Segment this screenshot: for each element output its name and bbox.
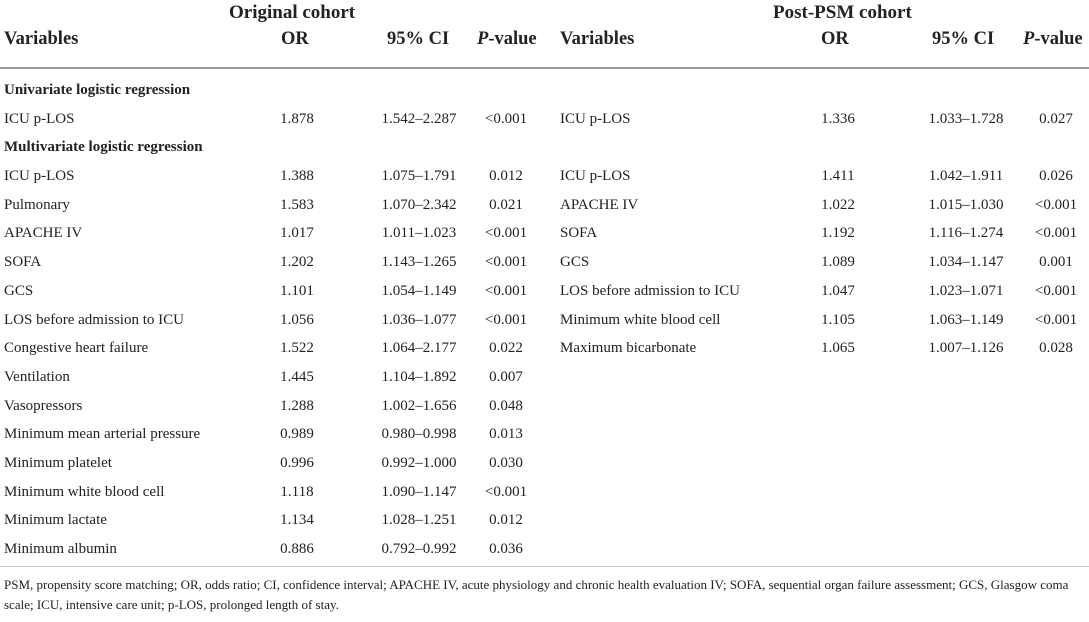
footer-rule [0,566,1089,567]
post-or-cell: 1.047 [821,282,855,299]
post-pvalue-cell: <0.001 [1034,282,1078,299]
original-or-cell: 0.996 [280,455,314,471]
original-or-cell: 1.017 [280,225,314,242]
post-or-cell: 1.065 [821,340,855,357]
post-pvalue-cell: 0.026 [1039,168,1073,184]
original-pvalue-cell: 0.012 [489,168,523,184]
post-variable-cell: GCS [560,254,590,271]
original-ci-cell: 1.054–1.149 [381,282,457,299]
original-pvalue-cell: 0.030 [489,455,523,471]
original-pvalue-cell: 0.007 [489,368,523,385]
post-or-cell: 1.089 [821,254,855,271]
original-ci-cell: 0.992–1.000 [381,455,457,471]
section-multivariate: Multivariate logistic regression [4,139,203,155]
post-pvalue-cell: <0.001 [1034,311,1078,328]
original-or-cell: 1.522 [280,340,314,357]
post-ci-cell: 1.007–1.126 [928,340,1004,357]
original-variable-cell: Minimum platelet [4,455,112,471]
post-variable-cell: SOFA [560,225,598,242]
header-or-original: OR [281,29,309,49]
post-pvalue-cell: <0.001 [1034,196,1078,213]
original-pvalue-cell: <0.001 [484,282,528,299]
original-variable-cell: ICU p-LOS [4,168,75,184]
original-or-cell: 0.989 [280,426,314,443]
post-pvalue-cell: <0.001 [1034,225,1078,242]
original-or-cell: 1.101 [280,282,314,299]
original-ci-cell: 1.064–2.177 [381,340,457,357]
original-ci-cell: 1.070–2.342 [381,196,457,213]
post-or-cell: 1.411 [821,168,855,184]
original-pvalue-cell: <0.001 [484,483,528,500]
post-ci-cell: 1.023–1.071 [928,282,1004,299]
header-ci-post: 95% CI [932,29,995,49]
original-or-cell: 1.583 [280,196,314,213]
original-variable-cell: Minimum lactate [4,512,107,529]
original-variable-cell: Minimum albumin [4,541,117,558]
post-variable-cell: LOS before admission to ICU [560,282,740,299]
original-ci-cell: 0.980–0.998 [381,426,457,443]
original-ci-cell: 1.036–1.077 [381,311,457,328]
header-variables-original: Variables [4,29,79,49]
original-ci-cell: 1.028–1.251 [381,512,457,529]
original-variable-cell: SOFA [4,254,42,271]
original-variable-cell: LOS before admission to ICU [4,311,184,328]
original-or-cell: 1.288 [280,397,314,414]
original-pvalue-cell: 0.036 [489,541,523,558]
original-variable-cell: Minimum mean arterial pressure [4,426,201,443]
table-footnote: PSM, propensity score matching; OR, odds ratio; CI, confidence interval; APACHE IV, acute physiology and chronic health evaluation IV; SOFA, sequential organ failure assessment; GCS, Glasgow coma scale; ICU, intensive care unit; p-LOS, prolonged length of stay. [4,577,1069,612]
original-pvalue-cell: 0.021 [489,196,523,213]
original-variable-cell: Congestive heart failure [4,340,149,357]
post-ci-cell: 1.015–1.030 [928,196,1004,213]
original-pvalue-cell: <0.001 [484,311,528,328]
post-variable-cell: ICU p-LOS [560,111,631,127]
original-or-cell: 0.886 [280,541,314,558]
post-pvalue-cell: 0.027 [1039,111,1073,127]
original-ci-cell: 1.090–1.147 [381,483,457,500]
original-or-cell: 1.202 [280,254,314,271]
original-ci-cell: 0.792–0.992 [381,541,457,558]
original-ci-cell: 1.075–1.791 [381,168,457,184]
original-variable-cell: Ventilation [4,368,70,385]
post-psm-cohort-title: Post-PSM cohort [773,2,912,23]
post-variable-cell: Maximum bicarbonate [560,340,697,357]
original-cohort-title: Original cohort [229,2,356,23]
post-pvalue-cell: 0.001 [1039,254,1073,271]
original-pvalue-cell: 0.048 [489,397,523,414]
post-ci-cell: 1.063–1.149 [928,311,1004,328]
original-ci-cell: 1.143–1.265 [381,254,457,271]
original-pvalue-cell: 0.022 [489,340,523,357]
original-variable-cell: GCS [4,282,34,299]
header-variables-post: Variables [560,29,635,49]
post-ci-cell: 1.042–1.911 [928,168,1004,184]
original-pvalue-cell: <0.001 [484,254,528,271]
original-ci-cell: 1.104–1.892 [381,368,457,385]
original-ci-cell: 1.011–1.023 [381,225,457,242]
original-variable-cell: Vasopressors [4,397,83,414]
post-variable-cell: Minimum white blood cell [560,311,721,328]
original-or-cell: 1.878 [280,111,314,127]
original-ci-cell: 1.542–2.287 [381,111,457,127]
original-or-cell: 1.388 [280,168,314,184]
original-pvalue-cell: 0.012 [489,512,523,529]
section-univariate: Univariate logistic regression [4,82,191,98]
original-or-cell: 1.118 [280,483,314,500]
header-ci-original: 95% CI [387,29,450,49]
original-pvalue-cell: 0.013 [489,426,523,443]
original-variable-cell: ICU p-LOS [4,111,75,127]
original-variable-cell: APACHE IV [4,225,83,242]
post-or-cell: 1.022 [821,196,855,213]
original-or-cell: 1.445 [280,368,314,385]
original-variable-cell: Pulmonary [4,196,70,213]
header-pvalue-original: P-value [477,29,537,49]
original-or-cell: 1.056 [280,311,314,328]
original-pvalue-cell: <0.001 [484,111,528,127]
post-or-cell: 1.192 [821,225,855,242]
post-ci-cell: 1.116–1.274 [928,225,1004,242]
post-variable-cell: ICU p-LOS [560,168,631,184]
header-or-post: OR [821,29,849,49]
post-or-cell: 1.105 [821,311,855,328]
post-ci-cell: 1.033–1.728 [928,111,1004,127]
header-rule [0,67,1089,69]
original-pvalue-cell: <0.001 [484,225,528,242]
post-ci-cell: 1.034–1.147 [928,254,1004,271]
post-or-cell: 1.336 [821,111,855,127]
original-variable-cell: Minimum white blood cell [4,483,165,500]
original-or-cell: 1.134 [280,512,314,529]
post-variable-cell: APACHE IV [560,196,639,213]
post-pvalue-cell: 0.028 [1039,340,1073,357]
original-ci-cell: 1.002–1.656 [381,397,457,414]
header-pvalue-post: P-value [1023,29,1083,49]
